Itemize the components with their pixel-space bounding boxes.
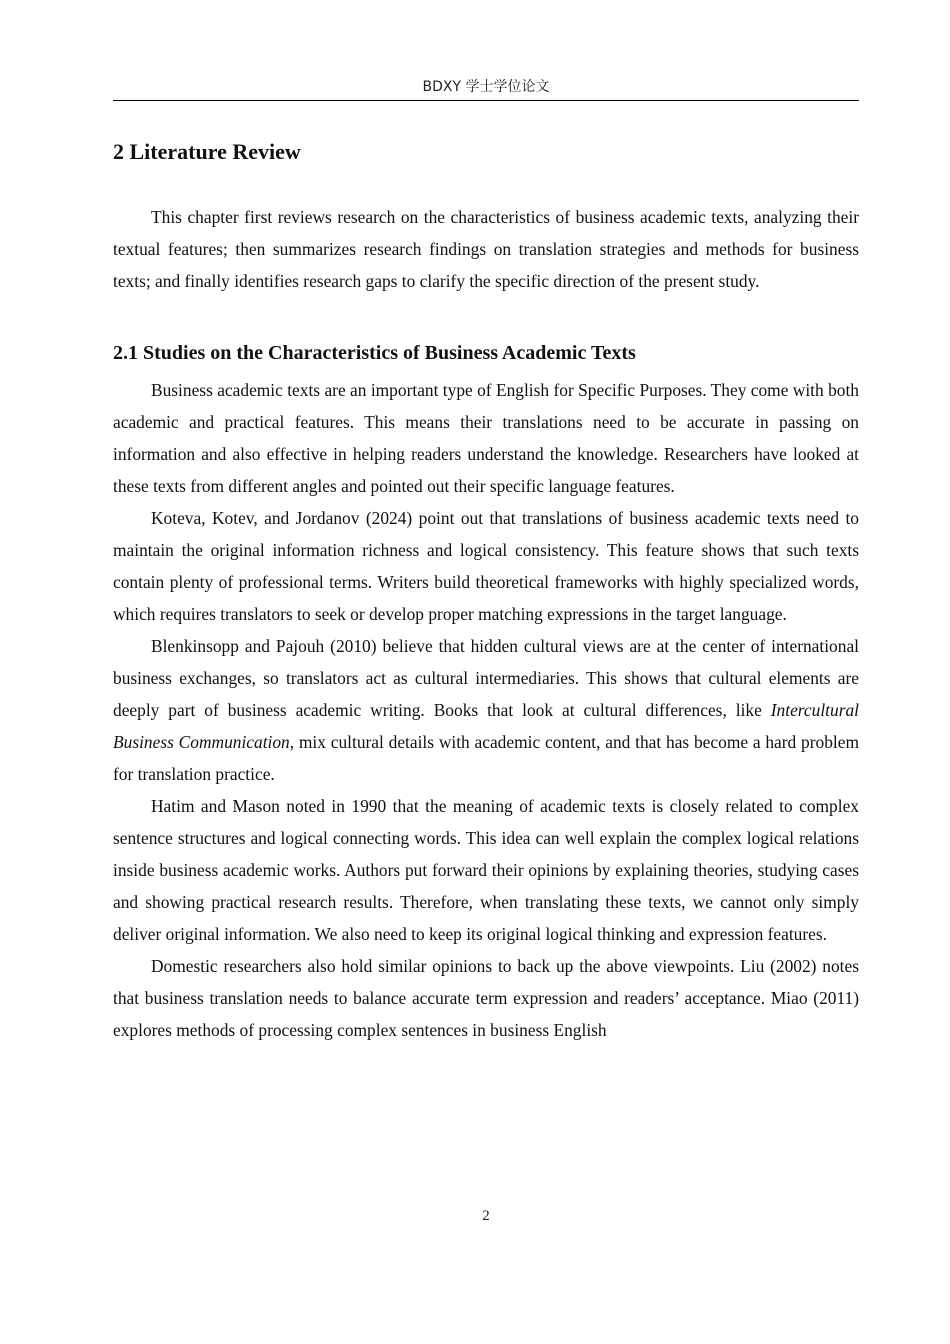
book-title: Intercultural Business Communication [113,700,859,752]
paragraph-3 [113,630,859,790]
paragraph-3-part-b: , mix cultural details with academic content, and that has become a hard problem for translation practice. [113,732,859,784]
header-rule [113,100,859,101]
section-title: 2.1 Studies on the Characteristics of Business Academic Texts [113,342,636,364]
page-number: 2 [482,1208,490,1224]
paragraph-4: Hatim and Mason noted in 1990 that the meaning of academic texts is closely related to complex sentence structures and logical connecting words. This idea can well explain the complex logical relations inside business academic works. Authors put forward their opinions by explaining theories, studying cases and showing practical research results. Therefore, when translating these texts, we cannot only simply deliver original information. We also need to keep its original logical thinking and expression features. [113,796,859,944]
running-header: BDXY 学士学位论文 [422,79,550,95]
paragraph-2: Koteva, Kotev, and Jordanov (2024) point out that translations of business academic texts need to maintain the original information richness and logical consistency. This feature shows that such texts contain plenty of professional terms. Writers build theoretical frameworks with highly specialized words, which requires translators to seek or develop proper matching expressions in the target language. [113,508,859,624]
paragraph-3-part-a: Blenkinsopp and Pajouh (2010) believe that hidden cultural views are at the center of international business exchanges, so translators act as cultural intermediaries. This shows that cultural elements are deeply part of business academic writing. Books that look at cultural differences, like [113,636,859,720]
page-body [113,136,859,1046]
paragraph-5: Domestic researchers also hold similar opinions to back up the above viewpoints. Liu (2002) notes that business translation needs to balance accurate term expression and readers’ acceptance. Miao (2011) explores methods of processing complex sentences in business English [113,956,859,1040]
intro-paragraph: This chapter first reviews research on the characteristics of business academic texts, analyzing their textual features; then summarizes research findings on translation strategies and methods for business texts; and finally identifies research gaps to clarify the specific direction of the present study. [113,207,859,291]
paragraph-1: Business academic texts are an important type of English for Specific Purposes. They come with both academic and practical features. This means their translations need to be accurate in passing on information and also effective in helping readers understand the knowledge. Researchers have looked at these texts from different angles and pointed out their specific language features. [113,380,859,496]
chapter-title: 2 Literature Review [113,139,301,164]
